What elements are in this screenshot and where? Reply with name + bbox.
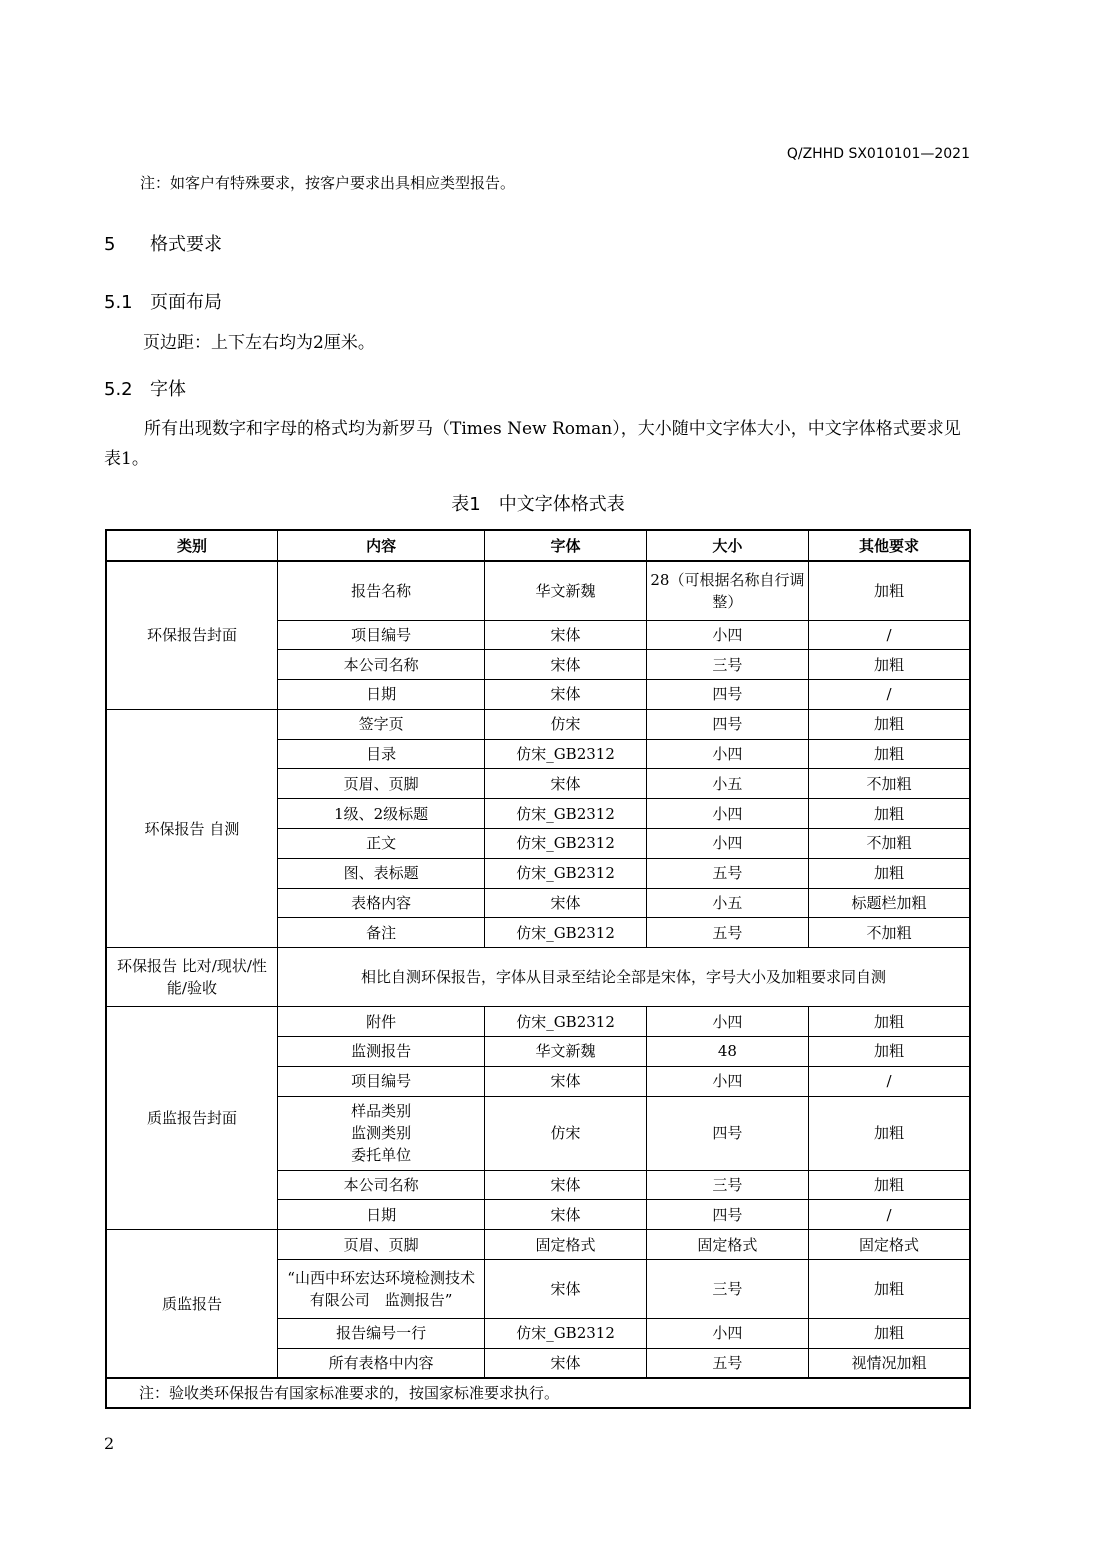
content-cell: 本公司名称 (277, 650, 484, 680)
font-cell: 宋体 (485, 1170, 646, 1200)
content-cell: 样品类别 监测类别 委托单位 (277, 1096, 484, 1170)
other-cell: 标题栏加粗 (809, 888, 970, 918)
content-cell: “山西中环宏达环境检测技术有限公司 监测报告” (277, 1260, 484, 1319)
size-cell: 四号 (646, 709, 808, 739)
content-cell: 报告编号一行 (277, 1319, 484, 1349)
content-cell: 签字页 (277, 709, 484, 739)
other-cell: 固定格式 (809, 1230, 970, 1260)
section-number: 5 (104, 234, 116, 255)
font-cell: 宋体 (485, 1348, 646, 1378)
size-cell: 四号 (646, 1096, 808, 1170)
font-cell: 仿宋 (485, 1096, 646, 1170)
font-cell: 宋体 (485, 1260, 646, 1319)
section-title: 字体 (150, 379, 186, 400)
other-cell: 不加粗 (809, 918, 970, 948)
content-cell: 页眉、页脚 (277, 1230, 484, 1260)
font-cell: 仿宋_GB2312 (485, 1319, 646, 1349)
size-cell: 小四 (646, 620, 808, 650)
other-cell: 加粗 (809, 1170, 970, 1200)
other-cell: / (809, 1066, 970, 1096)
other-cell: 加粗 (809, 561, 970, 620)
content-cell: 所有表格中内容 (277, 1348, 484, 1378)
content-cell: 日期 (277, 1200, 484, 1230)
section-5-2-heading (104, 375, 186, 401)
font-cell: 仿宋 (485, 709, 646, 739)
size-cell: 五号 (646, 858, 808, 888)
other-cell: 加粗 (809, 1319, 970, 1349)
size-cell: 三号 (646, 1260, 808, 1319)
size-cell: 五号 (646, 1348, 808, 1378)
size-cell: 三号 (646, 1170, 808, 1200)
page-number: 2 (104, 1434, 115, 1453)
size-cell: 四号 (646, 680, 808, 710)
section-title: 页面布局 (150, 292, 222, 313)
font-cell: 宋体 (485, 620, 646, 650)
font-cell: 华文新魏 (485, 561, 646, 620)
other-cell: 加粗 (809, 1260, 970, 1319)
size-cell: 小五 (646, 888, 808, 918)
font-cell: 仿宋_GB2312 (485, 799, 646, 829)
other-cell: 加粗 (809, 1037, 970, 1067)
font-cell: 华文新魏 (485, 1037, 646, 1067)
size-cell: 小四 (646, 1066, 808, 1096)
content-cell: 附件 (277, 1007, 484, 1037)
font-cell: 宋体 (485, 1200, 646, 1230)
content-cell: 表格内容 (277, 888, 484, 918)
size-cell: 固定格式 (646, 1230, 808, 1260)
size-cell: 小四 (646, 799, 808, 829)
other-cell: 加粗 (809, 650, 970, 680)
font-cell: 仿宋_GB2312 (485, 1007, 646, 1037)
table-note-row (106, 1378, 970, 1408)
font-paragraph: 所有出现数字和字母的格式均为新罗马（Times New Roman），大小随中文字体大小，中文字体格式要求见表1。 (104, 419, 961, 469)
size-cell: 小四 (646, 1319, 808, 1349)
header-category: 类别 (106, 530, 277, 561)
top-note: 注：如客户有特殊要求，按客户要求出具相应类型报告。 (140, 174, 516, 192)
other-cell: 加粗 (809, 1007, 970, 1037)
section-number: 5.2 (104, 379, 133, 400)
document-number: Q/ZHHD SX010101—2021 (786, 146, 970, 162)
content-cell: 报告名称 (277, 561, 484, 620)
other-cell: / (809, 1200, 970, 1230)
table-note: 注：验收类环保报告有国家标准要求的，按国家标准要求执行。 (106, 1378, 970, 1408)
content-cell: 备注 (277, 918, 484, 948)
other-cell: 不加粗 (809, 829, 970, 859)
content-cell: 图、表标题 (277, 858, 484, 888)
table-title: 表1 中文字体格式表 (451, 494, 625, 515)
font-cell: 固定格式 (485, 1230, 646, 1260)
font-cell: 仿宋_GB2312 (485, 739, 646, 769)
group-cell: 环保报告 自测 (106, 709, 277, 947)
size-cell: 小四 (646, 829, 808, 859)
merged-description-cell: 相比自测环保报告，字体从目录至结论全部是宋体，字号大小及加粗要求同自测 (277, 948, 970, 1007)
size-cell: 28（可根据名称自行调整） (646, 561, 808, 620)
table-row (106, 1007, 970, 1037)
font-cell: 宋体 (485, 888, 646, 918)
table-row (106, 948, 970, 1007)
content-cell: 正文 (277, 829, 484, 859)
content-cell: 日期 (277, 680, 484, 710)
table-header-row (106, 530, 970, 561)
other-cell: 加粗 (809, 1096, 970, 1170)
font-cell: 仿宋_GB2312 (485, 858, 646, 888)
content-cell: 项目编号 (277, 620, 484, 650)
font-cell: 仿宋_GB2312 (485, 918, 646, 948)
group-cell: 质监报告 (106, 1230, 277, 1378)
font-cell: 宋体 (485, 650, 646, 680)
other-cell: / (809, 620, 970, 650)
content-cell: 监测报告 (277, 1037, 484, 1067)
section-number: 5.1 (104, 292, 133, 313)
size-cell: 小五 (646, 769, 808, 799)
table-row (106, 709, 970, 739)
content-cell: 页眉、页脚 (277, 769, 484, 799)
section-5-heading (104, 230, 222, 256)
other-cell: 加粗 (809, 858, 970, 888)
header-size: 大小 (646, 530, 808, 561)
section-title: 格式要求 (150, 234, 222, 255)
content-cell: 1级、2级标题 (277, 799, 484, 829)
size-cell: 四号 (646, 1200, 808, 1230)
other-cell: 不加粗 (809, 769, 970, 799)
section-5-1-heading (104, 288, 222, 314)
table-row (106, 1230, 970, 1260)
font-cell: 宋体 (485, 680, 646, 710)
other-cell: 加粗 (809, 739, 970, 769)
size-cell: 三号 (646, 650, 808, 680)
header-other: 其他要求 (809, 530, 970, 561)
size-cell: 48 (646, 1037, 808, 1067)
group-cell: 环保报告 比对/现状/性能/验收 (106, 948, 277, 1007)
font-cell: 仿宋_GB2312 (485, 829, 646, 859)
other-cell: 加粗 (809, 709, 970, 739)
table-row (106, 561, 970, 620)
font-format-table (105, 529, 971, 1409)
other-cell: 加粗 (809, 799, 970, 829)
group-cell: 质监报告封面 (106, 1007, 277, 1230)
content-cell: 本公司名称 (277, 1170, 484, 1200)
page-margin-paragraph: 页边距：上下左右均为2厘米。 (143, 333, 375, 353)
font-cell: 宋体 (485, 1066, 646, 1096)
other-cell: 视情况加粗 (809, 1348, 970, 1378)
header-content: 内容 (277, 530, 484, 561)
content-cell: 目录 (277, 739, 484, 769)
group-cell: 环保报告封面 (106, 561, 277, 709)
font-cell: 宋体 (485, 769, 646, 799)
header-font: 字体 (485, 530, 646, 561)
other-cell: / (809, 680, 970, 710)
size-cell: 小四 (646, 739, 808, 769)
size-cell: 小四 (646, 1007, 808, 1037)
size-cell: 五号 (646, 918, 808, 948)
content-cell: 项目编号 (277, 1066, 484, 1096)
